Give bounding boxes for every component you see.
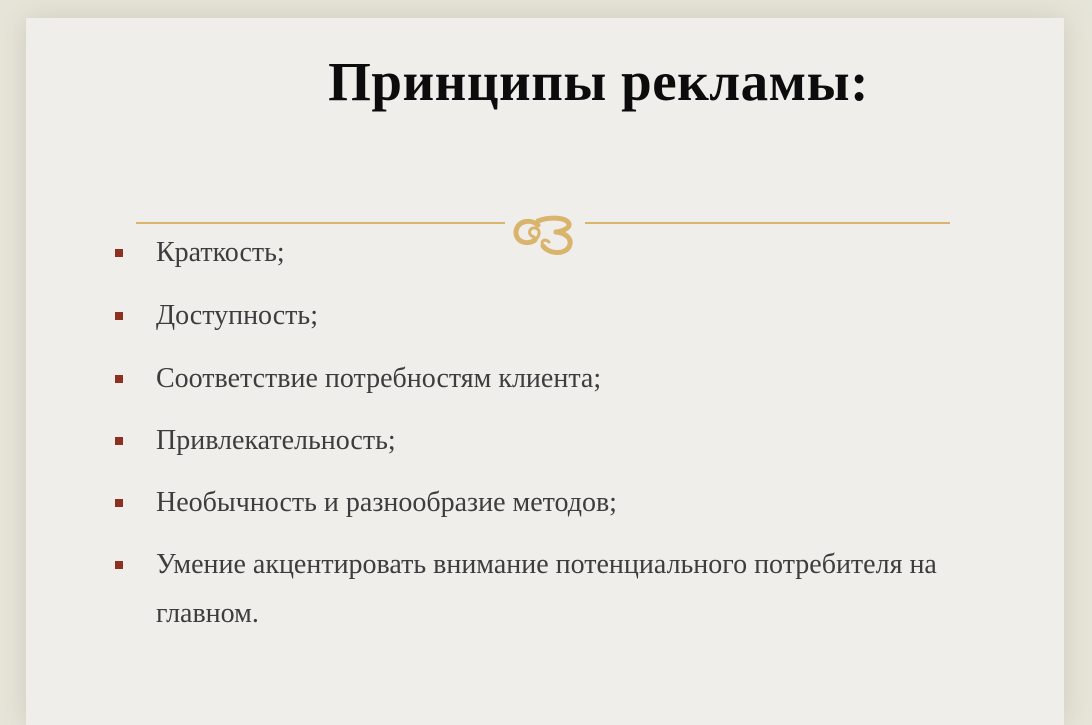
square-bullet-icon	[115, 249, 123, 257]
square-bullet-icon	[115, 375, 123, 383]
list-item	[156, 291, 1026, 340]
list-item-text: Соответствие потребностям клиента;	[156, 363, 602, 394]
square-bullet-icon	[115, 499, 123, 507]
list-item	[156, 540, 1026, 638]
list-item	[156, 228, 1026, 277]
list-item-text: Краткость;	[156, 237, 285, 268]
list-item	[156, 478, 1026, 527]
list-item	[156, 354, 1026, 403]
list-item-text: Необычность и разнообразие методов;	[156, 487, 617, 518]
list-item-text: Привлекательность;	[156, 425, 396, 456]
square-bullet-icon	[115, 312, 123, 320]
list-item-text: Доступность;	[156, 300, 318, 331]
list-item	[156, 416, 1026, 465]
square-bullet-icon	[115, 561, 123, 569]
slide-title: Принципы рекламы:	[328, 51, 869, 112]
square-bullet-icon	[115, 437, 123, 445]
list-item-text: Умение акцентировать внимание потенциального потребителя на главном.	[156, 549, 937, 629]
slide	[26, 18, 1064, 725]
